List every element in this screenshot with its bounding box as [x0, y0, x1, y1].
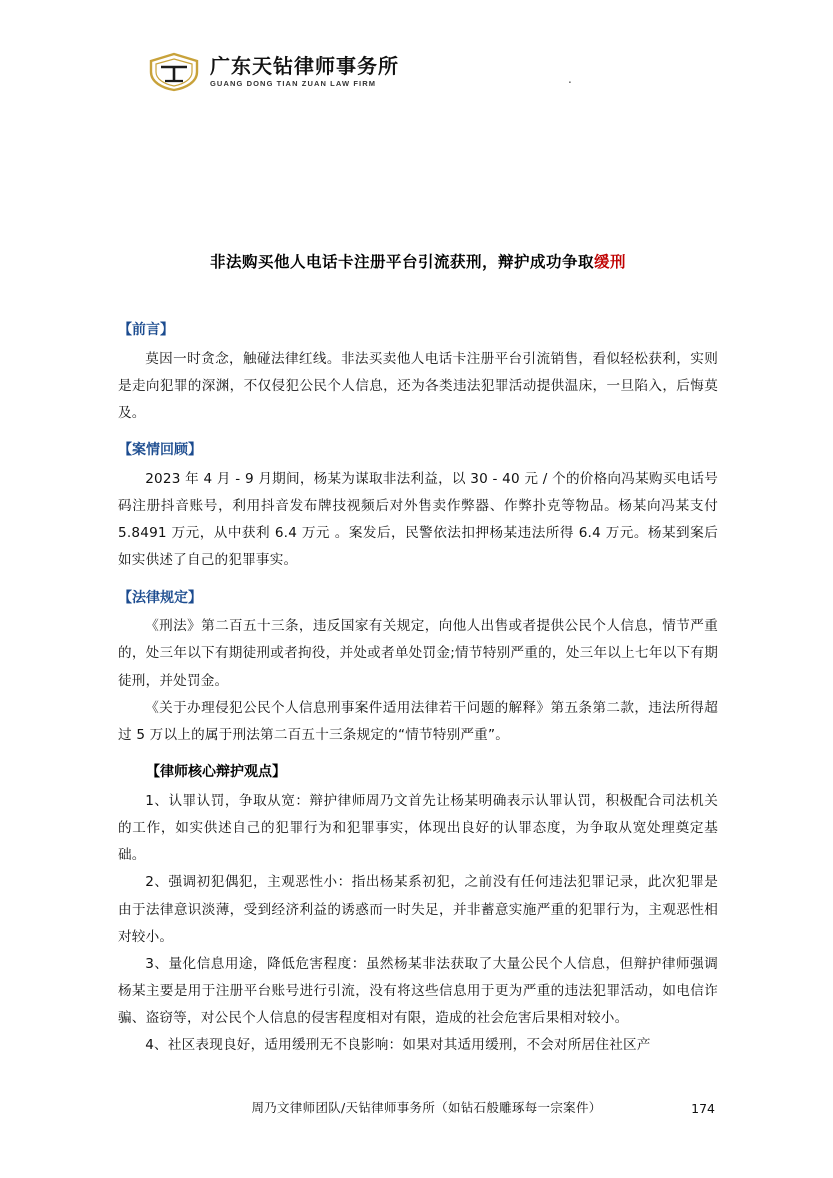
paragraph: 2023 年 4 月 - 9 月期间，杨某为谋取非法利益，以 30 - 40 元 / 个的价格向冯某购买电话号码注册抖音账号，利用抖音发布牌技视频后对外售卖作弊器、作弊扑克等物品。杨某向冯某支付 5.8491 万元，从中获利 6.4 万元 。案发后，民警依法扣押杨某违法所得 6.4 万元。杨某到案后如实供述了自己的犯罪事实。 [118, 470, 718, 569]
section-heading-case-review: 【案情回顾】 [118, 442, 202, 459]
paragraph: 3、量化信息用途，降低危害程度：虽然杨某非法获取了大量公民个人信息，但辩护律师强调杨某主要是用于注册平台账号进行引流，没有将这些信息用于更为严重的违法犯罪活动，如电信诈骗、盗窃等，对公民个人信息的侵害程度相对有限，造成的社会危害后果相对较小。 [118, 955, 718, 1027]
letterhead [148, 52, 572, 92]
paragraph: 4、社区表现良好，适用缓刑无不良影响：如果对其适用缓刑，不会对所居住社区产 [145, 1037, 651, 1054]
page-title-highlight: 缓刑 [594, 253, 627, 272]
shield-monogram-logo-icon [148, 52, 200, 92]
paragraph: 1、认罪认罚，争取从宽：辩护律师周乃文首先让杨某明确表示认罪认罚，积极配合司法机关的工作，如实供述自己的犯罪行为和犯罪事实，体现出良好的认罪态度，为争取从宽处理奠定基础。 [118, 792, 718, 864]
firm-name-cn: 广东天钻律师事务所 [210, 54, 399, 79]
paragraph: 莫因一时贪念，触碰法律红线。非法买卖他人电话卡注册平台引流销售，看似轻松获利，实则是走向犯罪的深渊，不仅侵犯公民个人信息，还为各类违法犯罪活动提供温床，一旦陷入，后悔莫及。 [118, 350, 718, 422]
header-mark: . [568, 72, 572, 86]
firm-name-en: GUANG DONG TIAN ZUAN LAW FIRM [210, 79, 377, 89]
paragraph: 《刑法》第二百五十三条，违反国家有关规定，向他人出售或者提供公民个人信息，情节严重的，处三年以下有期徒刑或者拘役，并处或者单处罚金;情节特别严重的，处三年以上七年以下有期徒刑，并处罚金。 [118, 618, 718, 689]
section-heading-legal-provisions: 【法律规定】 [118, 589, 202, 606]
document-body [118, 240, 718, 1060]
section-heading-core-defense-views: 【律师核心辩护观点】 [146, 764, 286, 781]
page-footer [118, 1098, 715, 1116]
paragraph: 《关于办理侵犯公民个人信息刑事案件适用法律若干问题的解释》第五条第二款，违法所得超过 5 万以上的属于刑法第二百五十三条规定的“情节特别严重”。 [118, 699, 718, 744]
paragraph: 2、强调初犯偶犯，主观恶性小：指出杨某系初犯，之前没有任何违法犯罪记录，此次犯罪是由于法律意识淡薄，受到经济利益的诱惑而一时失足，并非蓄意实施严重的犯罪行为，主观恶性相对较小。 [118, 874, 718, 945]
section-heading-preface: 【前言】 [118, 322, 174, 339]
page-number: 174 [691, 1101, 715, 1116]
footer-firm-line: 周乃文律师团队/天钻律师事务所（如钻石般雕琢每一宗案件） [251, 1100, 602, 1115]
firm-identity [210, 56, 399, 88]
page-title [118, 250, 718, 275]
page-title-main: 非法购买他人电话卡注册平台引流获刑，辩护成功争取 [209, 253, 594, 272]
